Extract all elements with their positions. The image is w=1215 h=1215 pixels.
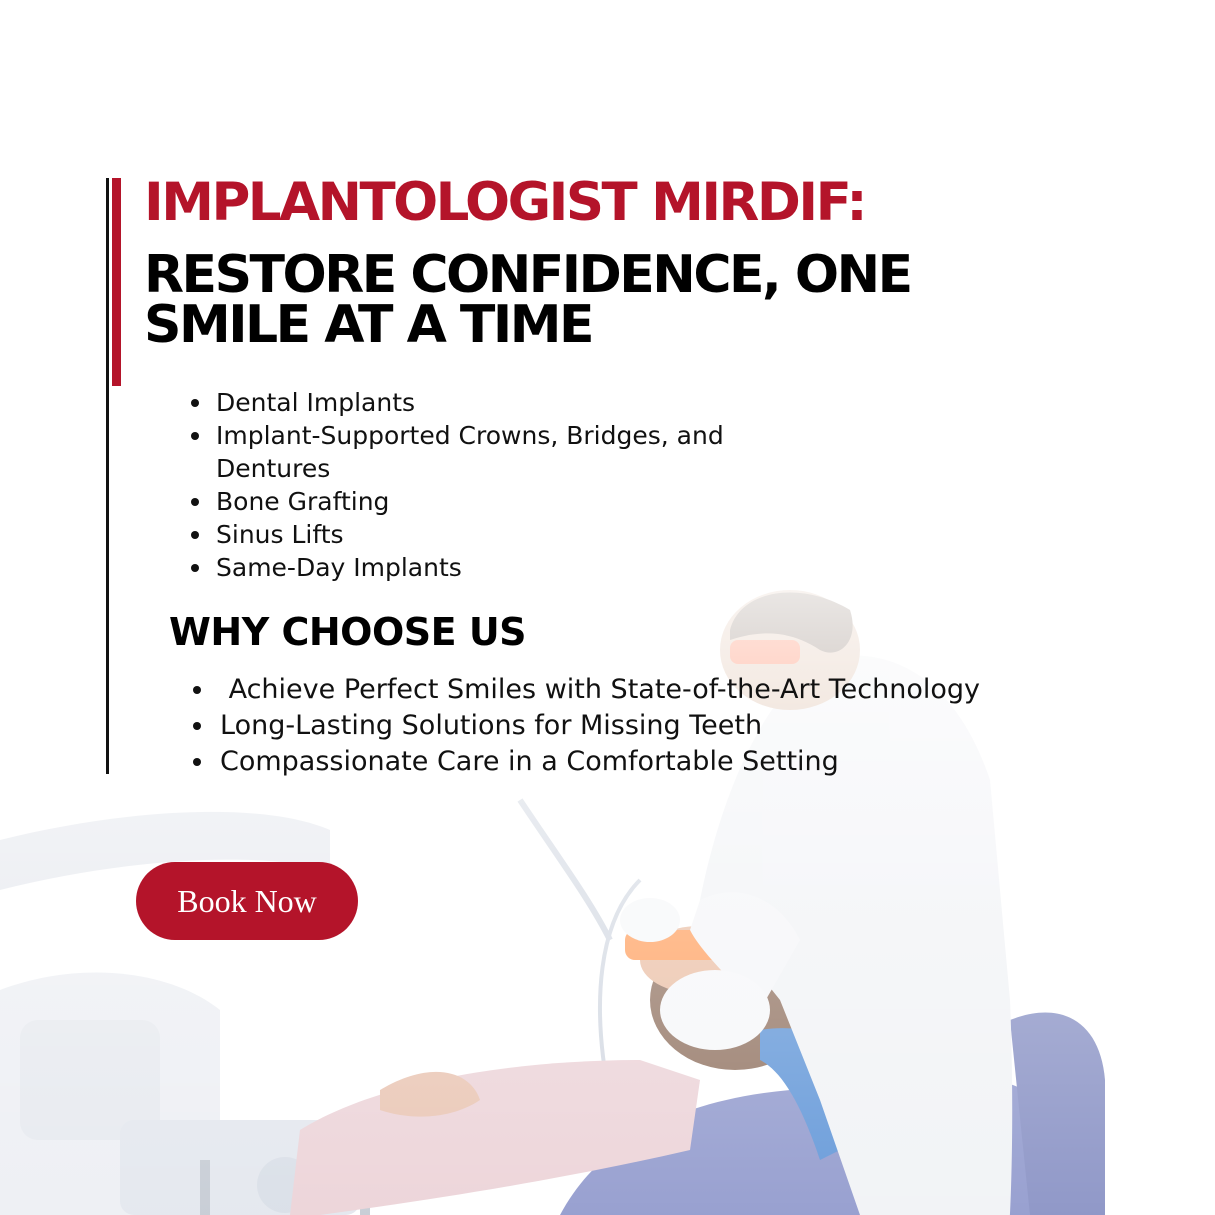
headline-title: IMPLANTOLOGIST MIRDIF: [144, 172, 866, 233]
list-item: Dental Implants [216, 386, 836, 419]
list-item: Compassionate Care in a Comfortable Setting [220, 744, 980, 780]
accent-bar-black [106, 178, 109, 774]
list-item: Achieve Perfect Smiles with State-of-the-Art Technology [220, 672, 980, 708]
book-now-button[interactable]: Book Now [136, 862, 358, 940]
accent-bar-red [112, 178, 121, 386]
list-item: Bone Grafting [216, 485, 836, 518]
benefits-list [220, 672, 980, 780]
services-list [216, 386, 836, 584]
list-item: Long-Lasting Solutions for Missing Teeth [220, 708, 980, 744]
list-item: Implant-Supported Crowns, Bridges, and Dentures [216, 419, 836, 485]
list-item: Sinus Lifts [216, 518, 836, 551]
headline-subtitle: RESTORE CONFIDENCE, ONE SMILE AT A TIME [144, 245, 911, 355]
list-item: Same-Day Implants [216, 551, 836, 584]
why-choose-us-heading: WHY CHOOSE US [169, 610, 527, 654]
